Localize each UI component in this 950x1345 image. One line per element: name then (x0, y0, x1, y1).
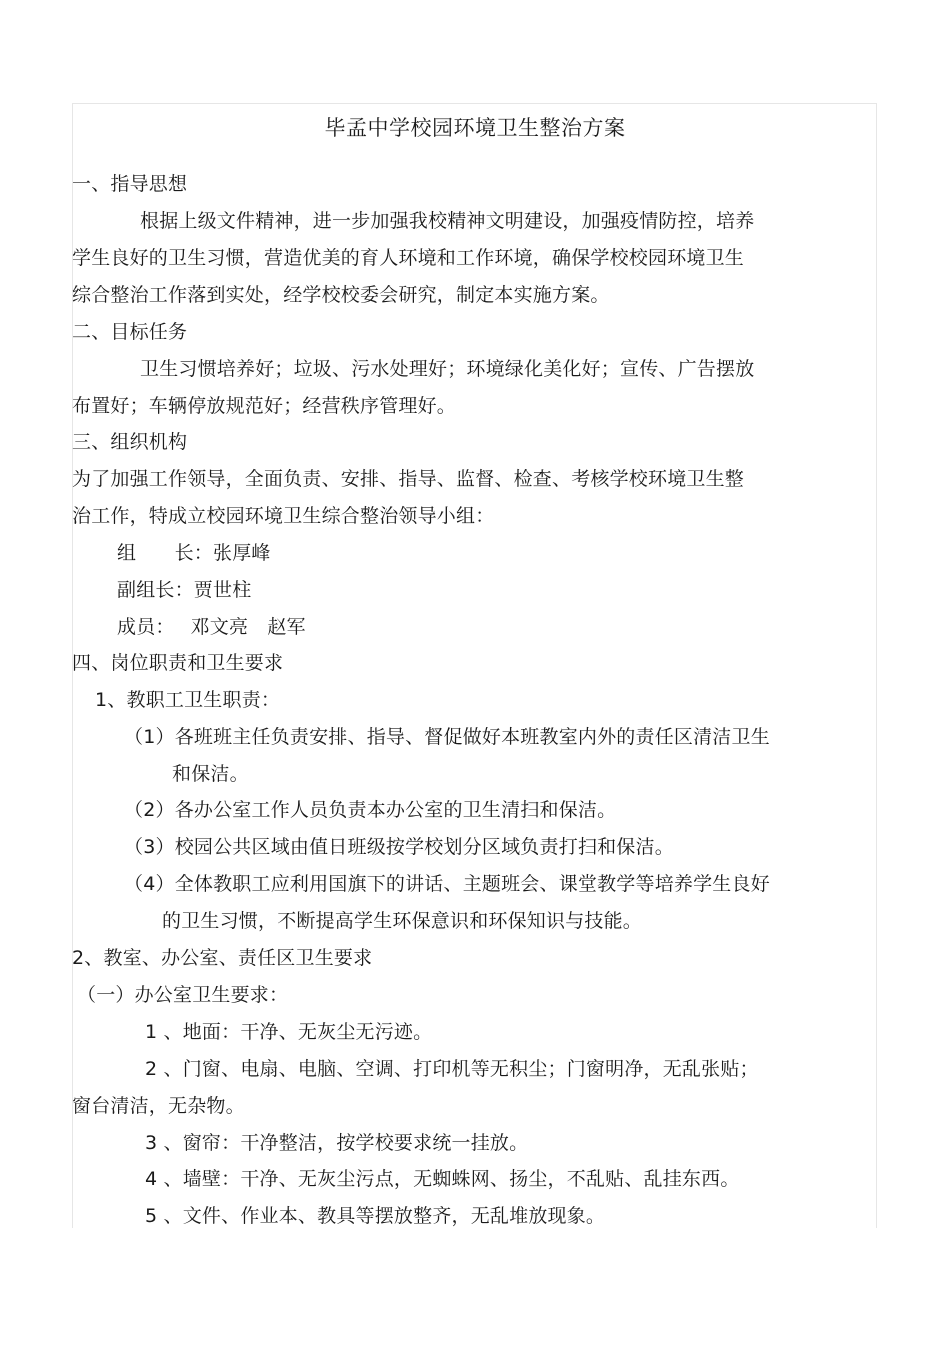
section-heading-guiding-ideology: 一、指导思想 (72, 173, 188, 195)
paragraph-line: 综合整治工作落到实处，经学校校委会研究，制定本实施方案。 (72, 284, 610, 306)
section-heading-objectives: 二、目标任务 (72, 321, 188, 343)
list-item: 3 、窗帘：干净整洁，按学校要求统一挂放。 (145, 1132, 529, 1154)
list-item: （2）各办公室工作人员负责本办公室的卫生清扫和保洁。 (124, 799, 617, 821)
section-heading-organization: 三、组织机构 (72, 431, 188, 453)
list-item: （4）全体教职工应利用国旗下的讲话、主题班会、课堂教学等培养学生良好 (124, 873, 770, 895)
office-requirements-heading: （一）办公室卫生要求： (77, 984, 289, 1006)
list-item-continuation: 窗台清洁，无杂物。 (72, 1095, 245, 1117)
deputy-leader: 副组长：贾世柱 (117, 579, 252, 601)
paragraph-line: 根据上级文件精神，进一步加强我校精神文明建设，加强疫情防控，培养 (140, 210, 755, 232)
list-item-continuation: 的卫生习惯，不断提高学生环保意识和环保知识与技能。 (162, 910, 643, 932)
list-item-continuation: 和保洁。 (172, 763, 249, 785)
group-members: 成员： 邓文亮 赵军 (117, 616, 306, 638)
paragraph-line: 学生良好的卫生习惯，营造优美的育人环境和工作环境，确保学校校园环境卫生 (72, 247, 745, 269)
group-leader: 组 长：张厚峰 (117, 542, 271, 564)
subsection-heading-hygiene-requirements: 2、教室、办公室、责任区卫生要求 (72, 947, 373, 969)
section-heading-duties: 四、岗位职责和卫生要求 (72, 652, 284, 674)
list-item: （3）校园公共区域由值日班级按学校划分区域负责打扫和保洁。 (124, 836, 674, 858)
list-item: 2 、门窗、电扇、电脑、空调、打印机等无积尘；门窗明净，无乱张贴； (145, 1058, 759, 1080)
document-title: 毕孟中学校园环境卫生整治方案 (324, 116, 626, 140)
list-item: 5 、文件、作业本、教具等摆放整齐，无乱堆放现象。 (145, 1205, 606, 1227)
paragraph-line: 布置好；车辆停放规范好；经营秩序管理好。 (72, 395, 457, 417)
subsection-heading-staff-duties: 1、教职工卫生职责： (95, 689, 281, 711)
paragraph-line: 治工作，特成立校园环境卫生综合整治领导小组： (72, 505, 495, 527)
paragraph-line: 为了加强工作领导，全面负责、安排、指导、监督、检查、考核学校环境卫生整 (72, 468, 745, 490)
list-item: （1）各班班主任负责安排、指导、督促做好本班教室内外的责任区清洁卫生 (124, 726, 770, 748)
list-item: 4 、墙壁：干净、无灰尘污点，无蜘蛛网、扬尘，不乱贴、乱挂东西。 (145, 1168, 740, 1190)
list-item: 1 、地面：干净、无灰尘无污迹。 (145, 1021, 433, 1043)
paragraph-line: 卫生习惯培养好；垃圾、污水处理好；环境绿化美化好；宣传、广告摆放 (140, 358, 755, 380)
